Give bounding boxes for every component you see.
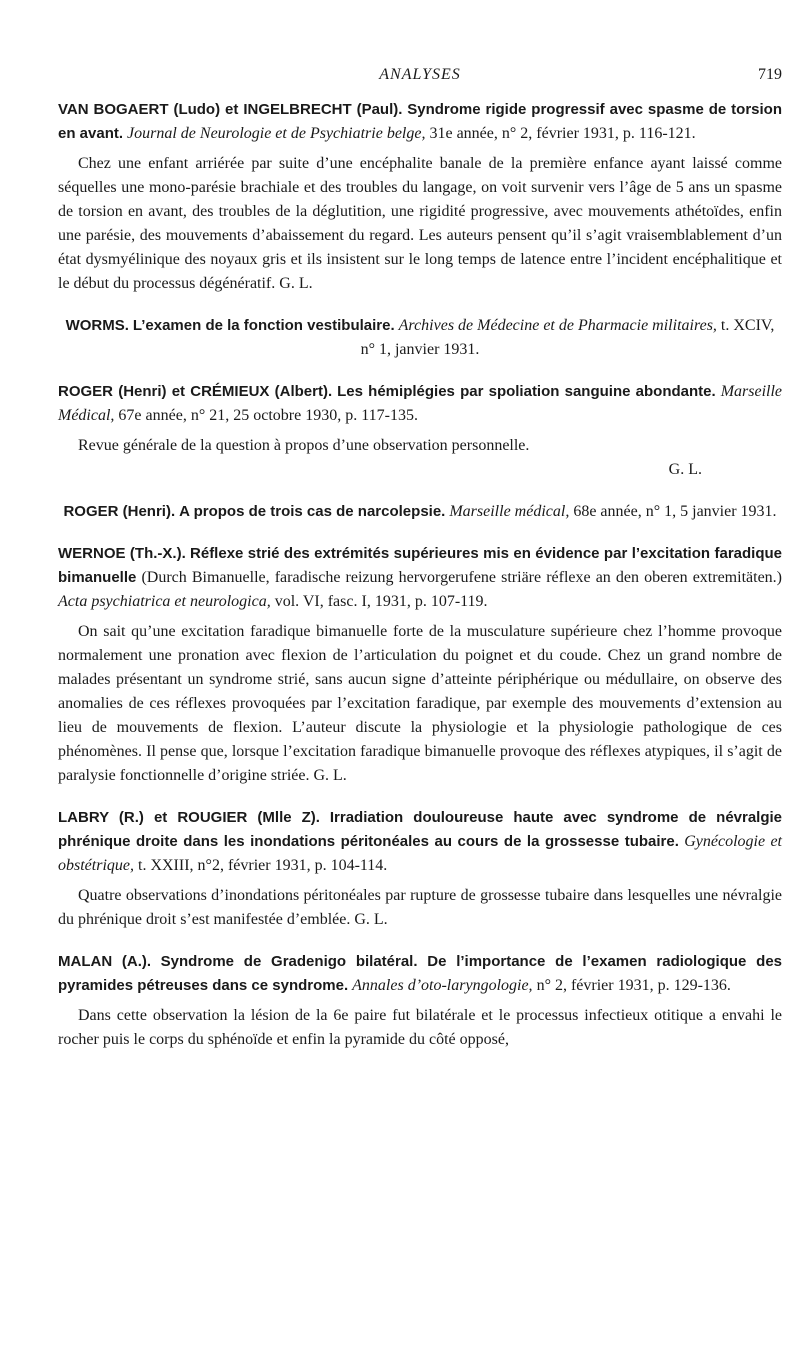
publication-details: 31e année, n° 2, février 1931, p. 116-121. xyxy=(429,125,696,142)
journal-name: Annales d’oto-laryngologie, xyxy=(352,977,533,994)
page-number: 719 xyxy=(758,66,782,83)
entry-roger-cremieux xyxy=(58,380,782,482)
publication-details: t. XXIII, n°2, février 1931, p. 104-114. xyxy=(138,857,388,874)
entry-van-bogaert xyxy=(58,98,782,296)
publication-details: 68e année, n° 1, 5 janvier 1931. xyxy=(573,503,777,520)
entry-roger-narcolepsie xyxy=(58,500,782,524)
entry-worms xyxy=(58,314,782,362)
reference xyxy=(58,500,782,524)
entry-wernoe xyxy=(58,542,782,788)
publication-details: vol. VI, fasc. I, 1931, p. 107-119. xyxy=(274,593,488,610)
journal-name: Marseille médical, xyxy=(449,503,570,520)
reference xyxy=(58,542,782,614)
article-title: Irradiation douloureuse haute avec syndrome de névralgie phrénique droite dans les inondations péritonéales au cours de la grossesse tubaire. xyxy=(58,809,783,850)
article-title: Les hémiplégies par spoliation sanguine abondante. xyxy=(337,383,716,400)
publication-details: t. XCIV, n° 1, janvier 1931. xyxy=(360,317,775,358)
running-title: ANALYSES xyxy=(379,66,461,83)
entry-malan xyxy=(58,950,782,1052)
author: LABRY (R.) et ROUGIER (Mlle Z). xyxy=(58,809,320,826)
journal-name: Marseille Médical, xyxy=(58,383,783,424)
reference xyxy=(58,806,782,878)
abstract: On sait qu’une excitation faradique bimanuelle forte de la musculature supérieure chez l’homme provoque normalement une pronation avec flexion de l’articulation du poignet et du coude. Chez un grand nombre de malades présentant un syndrome strié, sans aucun signe d’atteinte périphérique ou médullaire, on observe des anomalies de ces réflexes provoquées par l’excitation faradique, par exemple des mouvements d’extension au lieu de mouvements de flexion. L’auteur discute la physiologie et la physiologie pathologique de ces phénomènes. Il pense que, lorsque l’excitation faradique bimanuelle provoque des réflexes atypiques, il s’agit de paralysie fonctionnelle d’origine striée. G. L. xyxy=(58,623,782,784)
publication-details: n° 2, février 1931, p. 129-136. xyxy=(536,977,731,994)
article-title: Réflexe strié des extrémités supérieures mis en évidence par l’excitation faradique bimanuelle xyxy=(58,545,782,586)
signature: G. L. xyxy=(668,461,702,478)
author: ROGER (Henri) et CRÉMIEUX (Albert). xyxy=(58,383,333,400)
journal-name: Archives de Médecine et de Pharmacie militaires, xyxy=(398,317,717,334)
entry-labry-rougier xyxy=(58,806,782,932)
journal-name: Journal de Neurologie et de Psychiatrie belge, xyxy=(127,125,426,142)
abstract: Revue générale de la question à propos d’une observation personnelle. xyxy=(78,437,530,454)
abstract: Chez une enfant arriérée par suite d’une encéphalite banale de la première enfance ayant laissé comme séquelles une mono-parésie brachiale et des troubles du langage, on voit survenir vers l’âge de 5 ans un spasme de torsion en avant, des troubles de la déglutition, une rigidité progressive, avec mouvements athétoïdes, enfin une parésie, des mouvements d’abaissement du regard. Les auteurs pensent qu’il s’agit vraisemblablement d’un état dysmyélinique des noyaux gris et ils insistent sur le long temps de latence entre l’incident encéphalitique et le début du processus dégénératif. G. L. xyxy=(58,155,782,292)
reference xyxy=(58,380,782,428)
author: VAN BOGAERT (Ludo) et INGELBRECHT (Paul). xyxy=(58,101,403,118)
reference xyxy=(58,950,782,998)
abstract: Quatre observations d’inondations péritonéales par rupture de grossesse tubaire dans lesquelles une névralgie du phrénique droit s’est manifestée d’emblée. G. L. xyxy=(58,887,782,928)
article-title: Syndrome rigide progressif avec spasme de torsion en avant. xyxy=(58,101,783,142)
original-title: (Durch Bimanuelle, faradische reizung hervorgerufene striäre réflexe an den oberen extremitäten.) xyxy=(141,569,782,586)
article-title: L’examen de la fonction vestibulaire. xyxy=(132,317,395,334)
author: WORMS. xyxy=(65,317,129,334)
author: MALAN (A.). xyxy=(58,953,152,970)
article-title: Syndrome de Gradenigo bilatéral. De l’importance de l’examen radiologique des pyramides pétreuses dans ce syndrome. xyxy=(58,953,782,994)
journal-name: Acta psychiatrica et neurologica, xyxy=(58,593,271,610)
reference xyxy=(58,314,782,362)
article-title: A propos de trois cas de narcolepsie. xyxy=(179,503,446,520)
publication-details: 67e année, n° 21, 25 octobre 1930, p. 117-135. xyxy=(118,407,418,424)
author: ROGER (Henri). xyxy=(63,503,176,520)
abstract: Dans cette observation la lésion de la 6e paire fut bilatérale et le processus infectieux otitique a envahi le rocher puis le corps du sphénoïde et enfin la pyramide du côté opposé, xyxy=(58,1007,782,1048)
page-header xyxy=(58,66,782,90)
journal-name: Gynécologie et obstétrique, xyxy=(58,833,783,874)
author: WERNOE (Th.-X.). xyxy=(58,545,186,562)
reference xyxy=(58,98,782,146)
page-content xyxy=(58,98,782,1070)
